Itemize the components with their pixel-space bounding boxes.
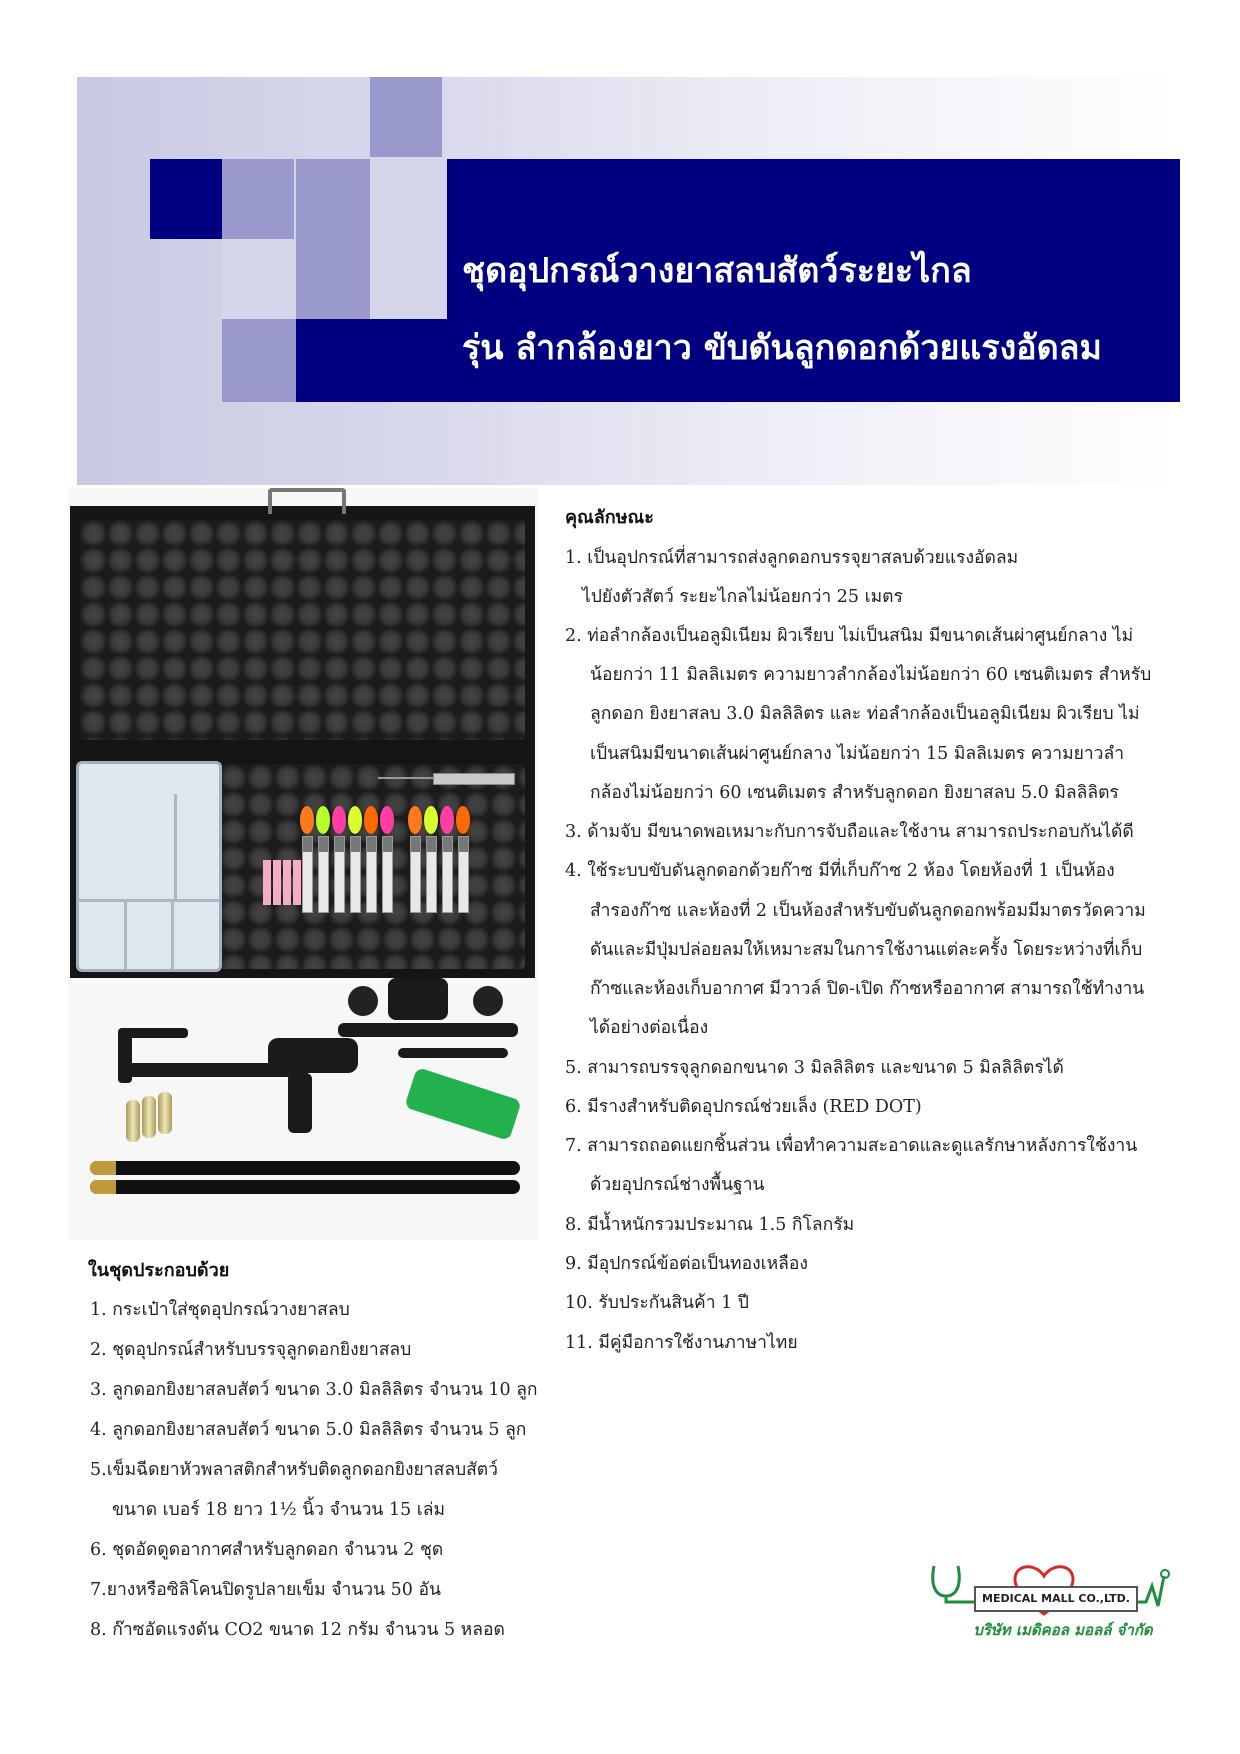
feature-line: ได้อย่างต่อเนื่อง xyxy=(590,1018,709,1038)
package-line: 8. ก๊าซอัดแรงดัน CO2 ขนาด 12 กรัม จำนวน 5 หลอด xyxy=(90,1620,505,1640)
feature-line: 9. มีอุปกรณ์ข้อต่อเป็นทองเหลือง xyxy=(565,1254,808,1274)
package-line: 1. กระเป๋าใส่ชุดอุปกรณ์วางยาสลบ xyxy=(90,1300,350,1320)
feature-line: 7. สามารถถอดแยกชิ้นส่วน เพื่อทำความสะอาดและดูแลรักษาหลังการใช้งาน xyxy=(565,1136,1138,1156)
dart-tail xyxy=(348,806,362,834)
feature-line: ด้วยอุปกรณ์ช่างพื้นฐาน xyxy=(590,1175,765,1195)
header-square-light xyxy=(222,159,294,239)
feature-line: ไปยังตัวสัตว์ ระยะไกลไม่น้อยกว่า 25 เมตร xyxy=(582,587,903,607)
feature-line: สำรองก๊าซ และห้องที่ 2 เป็นห้องสำหรับขับดันลูกดอกพร้อมมีมาตรวัดความ xyxy=(590,901,1146,921)
package-line: ขนาด เบอร์ 18 ยาว 1½ นิ้ว จำนวน 15 เล่ม xyxy=(112,1500,446,1520)
red-dot-sight xyxy=(388,978,448,1020)
co2-cartridge xyxy=(126,1100,140,1142)
header-square-dark xyxy=(150,159,222,239)
dart-tail xyxy=(380,806,394,834)
package-heading: ในชุดประกอบด้วย xyxy=(88,1260,230,1281)
header-square-light xyxy=(222,319,296,402)
page-title-line-1: ชุดอุปกรณ์วางยาสลบสัตว์ระยะไกล xyxy=(462,251,972,291)
header-square-light xyxy=(370,159,447,239)
dart-tail xyxy=(316,806,330,834)
package-line: 4. ลูกดอกยิงยาสลบสัตว์ ขนาด 5.0 มิลลิลิตร จำนวน 5 ลูก xyxy=(90,1420,527,1440)
needle-pack xyxy=(283,860,291,905)
rubber-disc xyxy=(348,986,378,1016)
plastic-storage-box xyxy=(76,761,222,972)
dart-tail xyxy=(440,806,454,834)
dart-tail xyxy=(332,806,346,834)
dart-body xyxy=(410,836,421,913)
feature-line: 6. มีรางสำหรับติดอุปกรณ์ช่วยเล็ง (RED DOT) xyxy=(565,1097,922,1117)
package-line: 6. ชุดอัดดูดอากาศสำหรับลูกดอก จำนวน 2 ชุด xyxy=(90,1540,444,1560)
barrel-rod xyxy=(90,1180,520,1194)
header-square-light xyxy=(370,77,442,157)
features-heading: คุณลักษณะ xyxy=(565,507,654,528)
feature-line: 2. ท่อลำกล้องเป็นอลูมิเนียม ผิวเรียบ ไม่เป็นสนิม มีขนาดเส้นผ่าศูนย์กลาง ไม่ xyxy=(565,626,1134,646)
feature-line: 1. เป็นอุปกรณ์ที่สามารถส่งลูกดอกบรรจุยาสลบด้วยแรงอัดลม xyxy=(565,548,1019,568)
dart-body xyxy=(302,836,313,913)
feature-line: 11. มีคู่มือการใช้งานภาษาไทย xyxy=(565,1333,798,1353)
dart-body xyxy=(350,836,361,913)
header-square-light xyxy=(300,77,370,157)
gun-stock xyxy=(128,1063,308,1077)
header-square-light xyxy=(296,159,370,239)
dart-body xyxy=(366,836,377,913)
package-line: 2. ชุดอุปกรณ์สำหรับบรรจุลูกดอกยิงยาสลบ xyxy=(90,1340,412,1360)
dart-body xyxy=(426,836,437,913)
product-photo xyxy=(68,488,538,1240)
co2-cartridge xyxy=(142,1096,156,1138)
dart-body xyxy=(382,836,393,913)
feature-line: ดันและมีปุ่มปล่อยลมให้เหมาะสมในการใช้งานแต่ละครั้ง โดยระหว่างที่เก็บ xyxy=(590,940,1143,960)
barrel-rod xyxy=(90,1161,520,1175)
dart-tail xyxy=(300,806,314,834)
feature-line: 3. ด้ามจับ มีขนาดพอเหมาะกับการจับถือและใช้งาน สามารถประกอบกันได้ดี xyxy=(565,822,1134,842)
header-square-light xyxy=(222,239,296,319)
syringe xyxy=(433,773,515,785)
feature-line: 8. มีน้ำหนักรวมประมาณ 1.5 กิโลกรัม xyxy=(565,1215,855,1235)
package-line: 5.เข็มฉีดยาหัวพลาสติกสำหรับติดลูกดอกยิงยาสลบสัตว์ xyxy=(90,1460,498,1480)
green-strap xyxy=(404,1067,522,1141)
feature-line: 5. สามารถบรรจุลูกดอกขนาด 3 มิลลิลิตร และขนาด 5 มิลลิลิตรได้ xyxy=(565,1058,1064,1078)
gun-barrel xyxy=(338,1023,518,1037)
needle-pack xyxy=(293,860,301,905)
dart-tail xyxy=(456,806,470,834)
rubber-disc xyxy=(473,986,503,1016)
dart-tail xyxy=(408,806,422,834)
feature-line: ก๊าซและห้องเก็บอากาศ มีวาวล์ ปิด-เปิด ก๊าซหรืออากาศ สามารถใช้ทำงาน xyxy=(590,979,1145,999)
header-square-light xyxy=(370,239,447,319)
case-foam-lid xyxy=(80,520,525,740)
feature-line: เป็นสนิมมีขนาดเส้นผ่าศูนย์กลาง ไม่น้อยกว่า 15 มิลลิเมตร ความยาวลำ xyxy=(590,744,1125,764)
dart-body xyxy=(458,836,469,913)
package-line: 3. ลูกดอกยิงยาสลบสัตว์ ขนาด 3.0 มิลลิลิตร จำนวน 10 ลูก xyxy=(90,1380,538,1400)
dart-tail xyxy=(364,806,378,834)
feature-line: กล้องไม่น้อยกว่า 60 เซนติเมตร สำหรับลูกดอก ยิงยาสลบ 5.0 มิลลิลิตร xyxy=(590,783,1119,803)
feature-line: น้อยกว่า 11 มิลลิเมตร ความยาวลำกล้องไม่น้อยกว่า 60 เซนติเมตร สำหรับ xyxy=(590,665,1152,685)
feature-line: 4. ใช้ระบบขับดันลูกดอกด้วยก๊าซ มีที่เก็บก๊าซ 2 ห้อง โดยห้องที่ 1 เป็นห้อง xyxy=(565,861,1115,881)
logo-company-thai: บริษัท เมดิคอล มอลล์ จำกัด xyxy=(973,1621,1153,1639)
dart-tail xyxy=(424,806,438,834)
feature-line: 10. รับประกันสินค้า 1 ปี xyxy=(565,1293,749,1313)
needle-pack xyxy=(273,860,281,905)
feature-line: ลูกดอก ยิงยาสลบ 3.0 มิลลิลิตร และ ท่อลำกล้องเป็นอลูมิเนียม ผิวเรียบ ไม่ xyxy=(590,704,1140,724)
header-square-light xyxy=(296,239,370,319)
header-square-dark xyxy=(296,319,447,402)
dart-body xyxy=(442,836,453,913)
package-line: 7.ยางหรือซิลิโคนปิดรูปลายเข็ม จำนวน 50 อัน xyxy=(90,1580,441,1600)
needle-pack xyxy=(263,860,271,905)
co2-cartridge xyxy=(158,1092,172,1134)
company-logo xyxy=(924,1556,1170,1640)
gun-grip xyxy=(288,1073,312,1133)
logo-company-name: MEDICAL MALL CO.,LTD. xyxy=(974,1586,1138,1612)
dart-body xyxy=(318,836,329,913)
case-handle xyxy=(268,488,346,514)
page-title-line-2: รุ่น ลำกล้องยาว ขับดันลูกดอกด้วยแรงอัดลม xyxy=(462,328,1102,368)
dart-body xyxy=(334,836,345,913)
